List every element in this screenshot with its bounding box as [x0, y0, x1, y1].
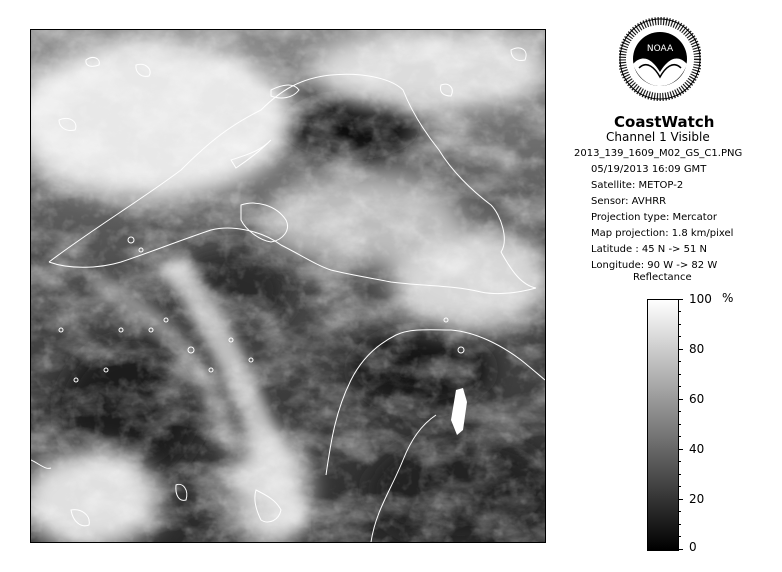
fine-texture — [31, 30, 545, 542]
colorbar-tick — [678, 549, 683, 550]
colorbar-tick-label: 80 — [689, 342, 705, 356]
colorbar-tick — [678, 449, 683, 450]
colorbar-tick — [678, 399, 683, 400]
channel-label: Channel 1 Visible — [606, 130, 710, 144]
satellite-image — [30, 29, 546, 543]
filename-label: 2013_139_1609_M02_GS_C1.PNG — [574, 148, 743, 159]
reflectance-colorbar — [647, 299, 679, 551]
colorbar-title: Reflectance — [633, 272, 692, 283]
projection-type-label: Projection type: Mercator — [591, 212, 717, 223]
satellite-label: Satellite: METOP-2 — [591, 180, 684, 191]
colorbar-tick-label: 60 — [689, 392, 705, 406]
logo-text: NOAA — [646, 44, 674, 54]
colorbar-tick — [678, 299, 683, 300]
colorbar-tick — [678, 349, 683, 350]
noaa-logo — [619, 14, 701, 108]
map-projection-label: Map projection: 1.8 km/pixel — [591, 228, 734, 239]
sensor-label: Sensor: AVHRR — [591, 196, 667, 207]
satellite-image-svg — [31, 30, 545, 542]
page-title: CoastWatch — [614, 113, 715, 131]
longitude-label: Longitude: 90 W -> 82 W — [591, 260, 718, 271]
colorbar-unit: % — [722, 291, 734, 305]
colorbar-tick — [678, 499, 683, 500]
colorbar-tick-label: 40 — [689, 442, 705, 456]
colorbar-tick-label: 20 — [689, 492, 705, 506]
datetime-label: 05/19/2013 16:09 GMT — [591, 164, 707, 175]
latitude-label: Latitude : 45 N -> 51 N — [591, 244, 707, 255]
colorbar-tick-label: 0 — [689, 540, 697, 554]
colorbar-tick-label: 100 — [689, 292, 712, 306]
